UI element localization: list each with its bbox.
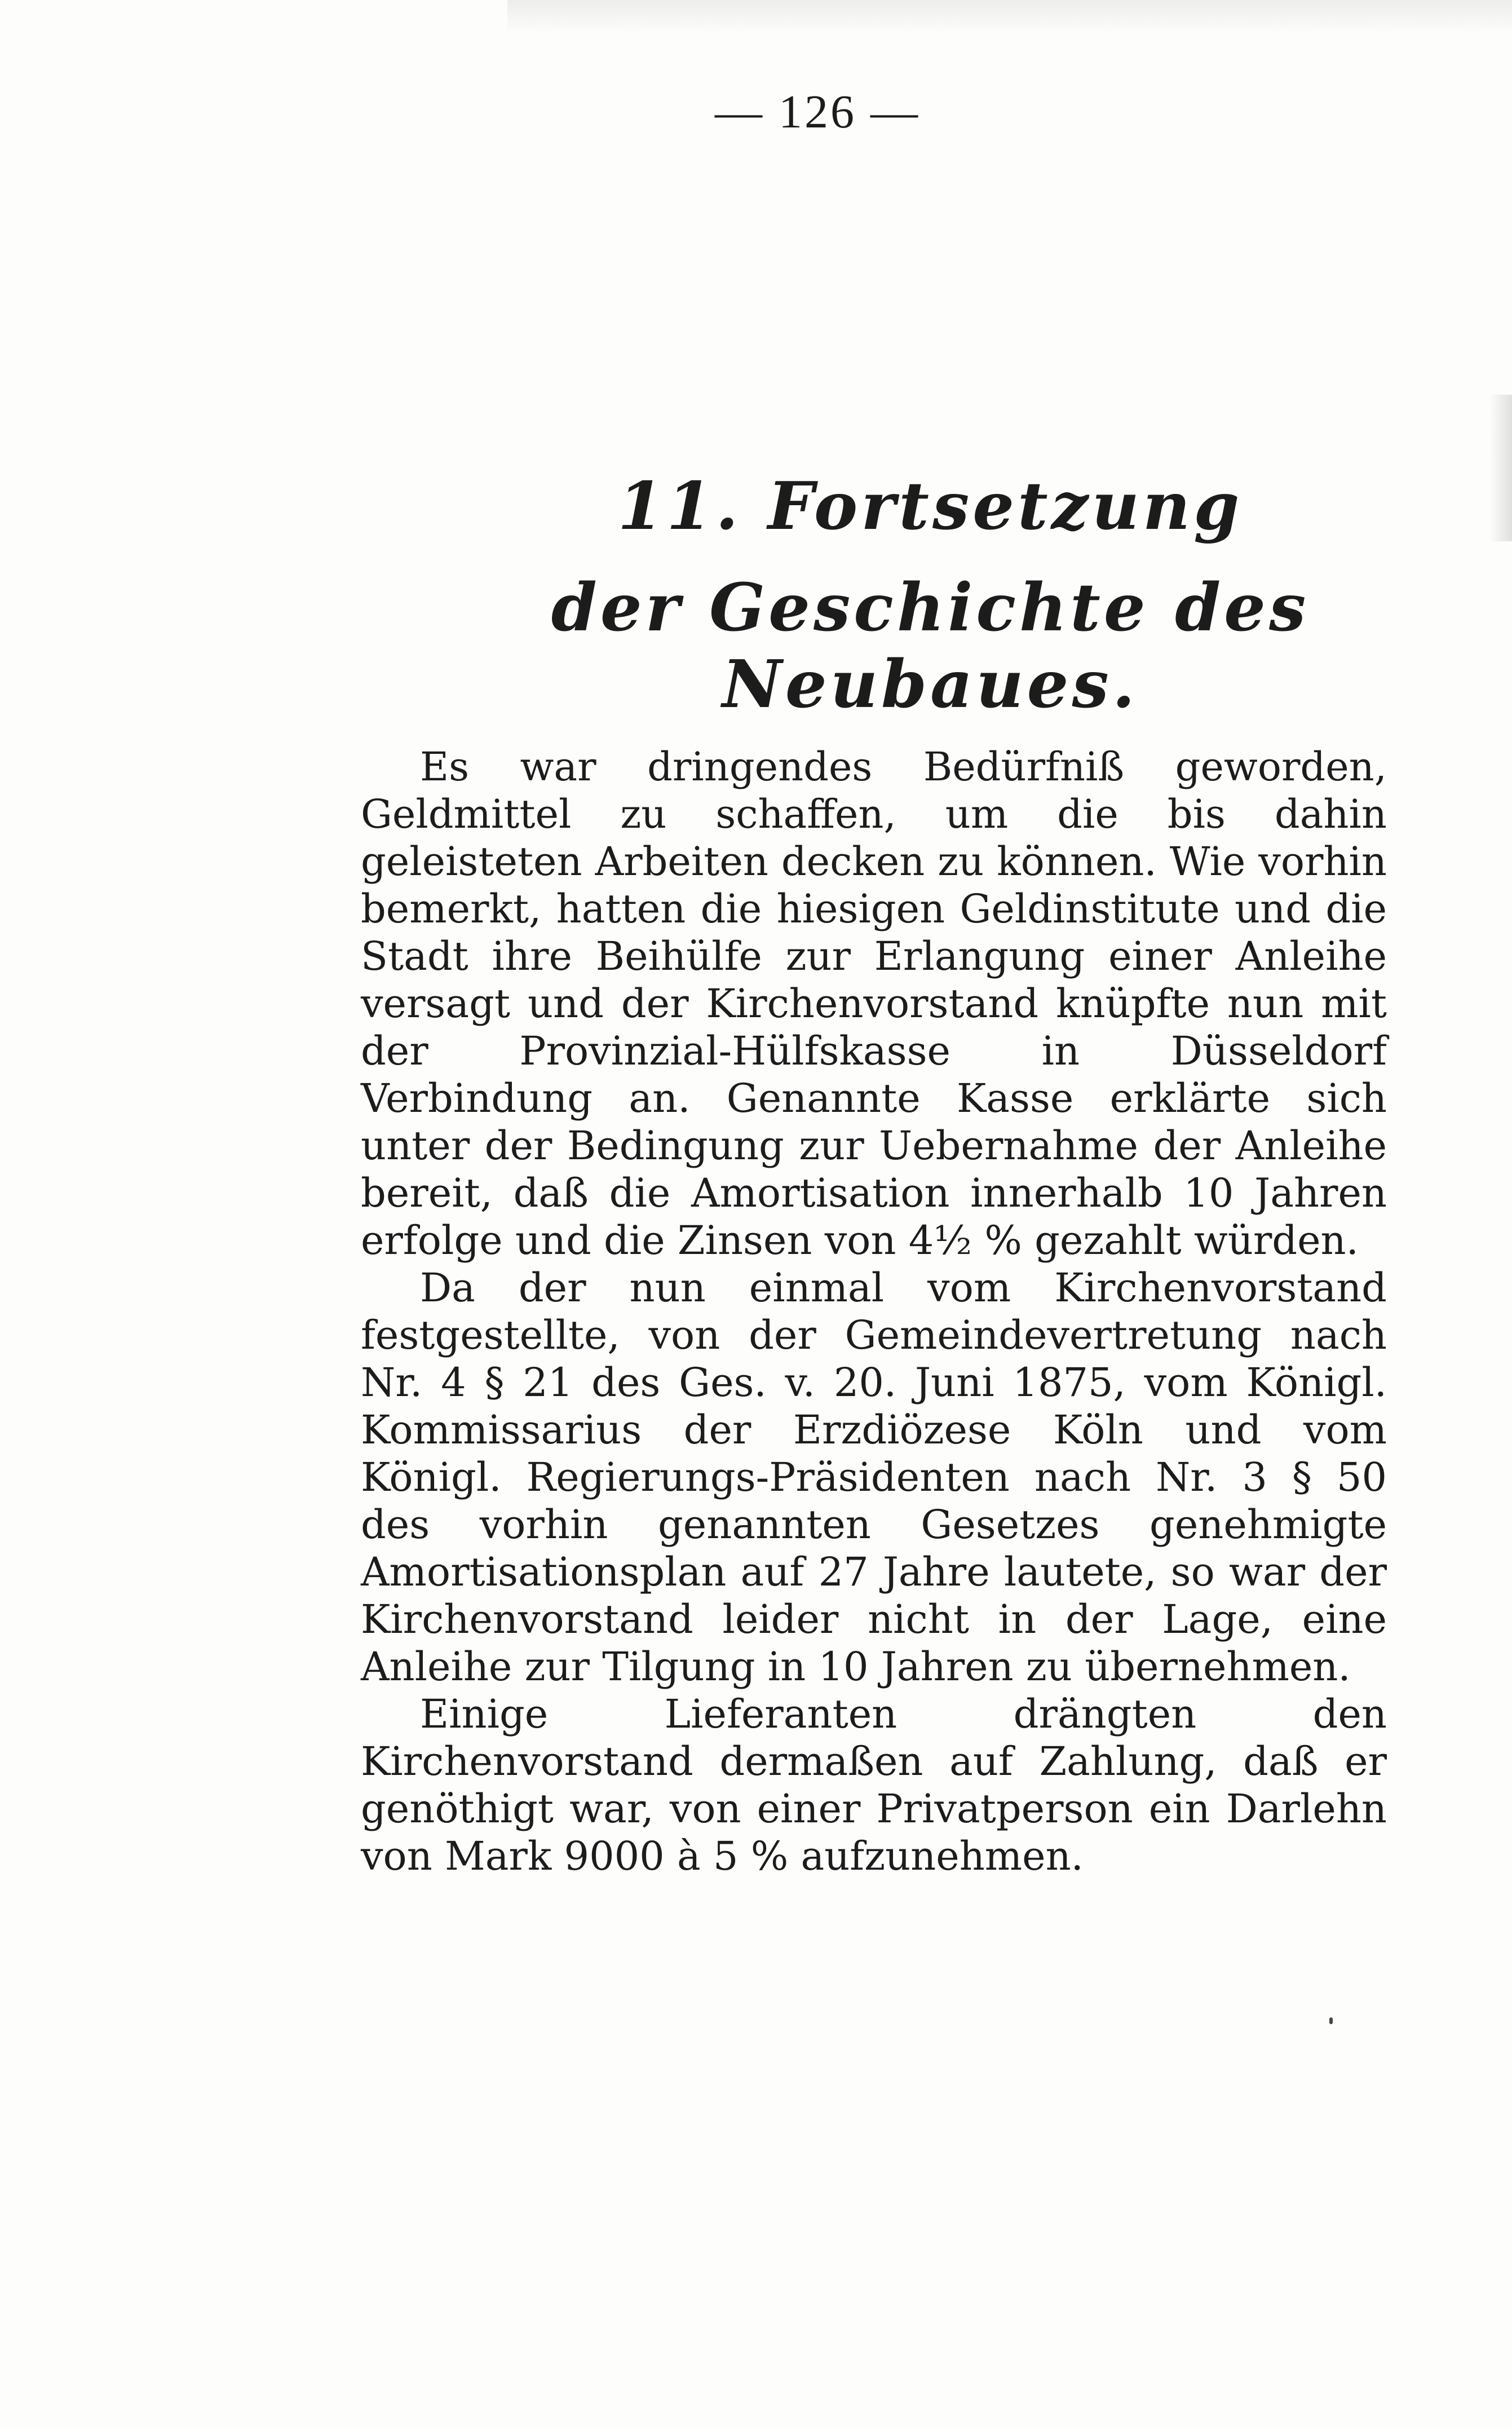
- paragraph-2: Da der nun einmal vom Kirchenvorstand festgestellte, von der Gemeindevertretung nach Nr. 4 § 21 des Ges. v. 20. Juni 1875, vom Königl. Kommissarius der Erzdiözese Köln und vom Königl. Regierungs-Präsidenten nach Nr. 3 § 50 des vorhin genannten Gesetzes genehmigte Amortisationsplan auf 27 Jahre lautete, so war der Kirchenvorstand leider nicht in der Lage, eine Anleihe zur Tilgung in 10 Jahren zu übernehmen.: [361, 1265, 1387, 1690]
- chapter-title-line-1: 11. Fortsetzung: [617, 468, 1243, 545]
- scan-shadow-right: [1489, 395, 1512, 541]
- paragraph-3: Einige Lieferanten drängten den Kirchenvorstand dermaßen auf Zahlung, daß er genöthigt war, von einer Privatperson ein Darlehn von Mark 9000 à 5 % aufzunehmen.: [361, 1691, 1387, 1879]
- page-number: — 126 —: [715, 86, 920, 138]
- body-text: [361, 743, 1387, 1880]
- paragraph-1: Es war dringendes Bedürfniß geworden, Geldmittel zu schaffen, um die bis dahin geleisteten Arbeiten decken zu können. Wie vorhin bemerkt, hatten die hiesigen Geldinstitute und die Stadt ihre Beihülfe zur Erlangung einer Anleihe versagt und der Kirchenvorstand knüpfte nun mit der Provinzial-Hülfskasse in Düsseldorf Verbindung an. Genannte Kasse erklärte sich unter der Bedingung zur Uebernahme der Anleihe bereit, daß die Amortisation innerhalb 10 Jahren erfolge und die Zinsen von 4½ % gezahlt würden.: [361, 744, 1387, 1264]
- scan-shadow-top: [507, 0, 1512, 34]
- chapter-title-line-2: der Geschichte des Neubaues.: [551, 569, 1310, 723]
- ink-speck: [1329, 2017, 1333, 2024]
